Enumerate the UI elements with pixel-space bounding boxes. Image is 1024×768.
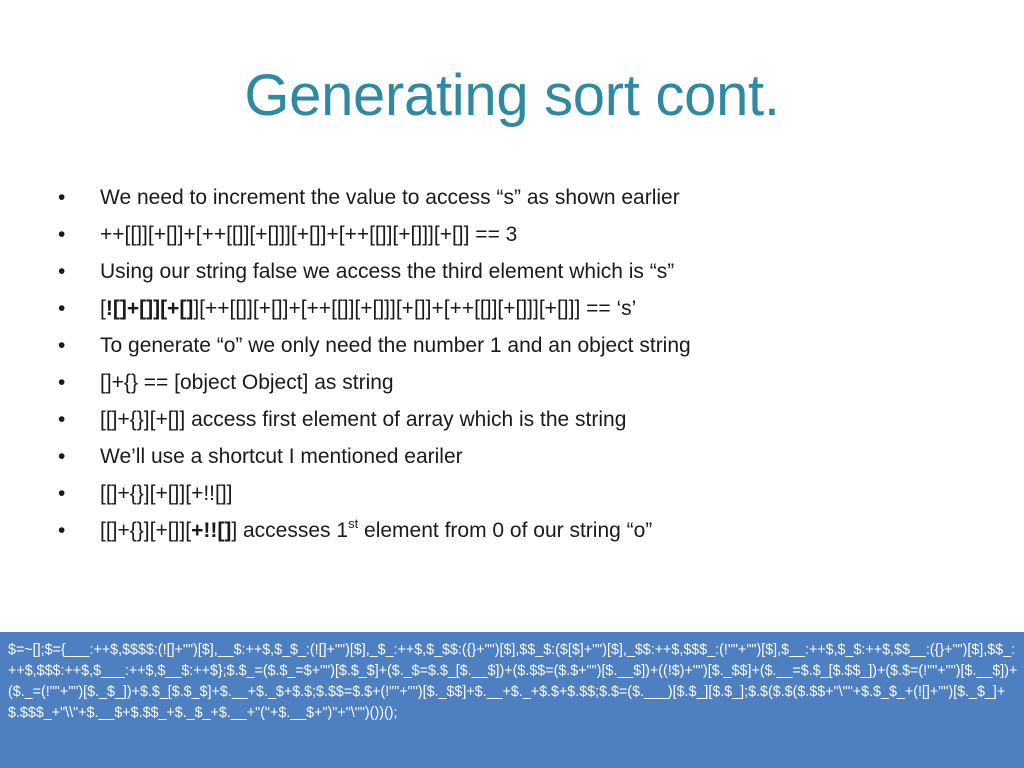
bullet-text-rest: ][++[[]][+[]]+[++[[]][+[]]][+[]]+[++[[]][+[]]][+[]]] == ‘s’ xyxy=(193,297,637,320)
bullet-dot: • xyxy=(58,408,66,431)
bullet-text: ++[[]][+[]]+[++[[]][+[]]][+[]]+[++[[]][+[]]][+[]] == 3 xyxy=(100,223,518,246)
bullet-list xyxy=(56,184,986,554)
bullet-item xyxy=(56,221,986,258)
bullet-dot: • xyxy=(58,297,66,320)
bullet-text-bold: ![]+[]][+[] xyxy=(105,297,194,320)
bullet-dot: • xyxy=(58,519,66,542)
bullet-item xyxy=(56,443,986,480)
bullet-item xyxy=(56,369,986,406)
bullet-text-mid: ] accesses 1 xyxy=(231,519,349,542)
bullet-dot: • xyxy=(58,186,66,209)
bullet-text: [[]+{}][+[]][+!![]] xyxy=(100,482,233,505)
bullet-dot: • xyxy=(58,334,66,357)
bullet-text-bold: +!![] xyxy=(191,519,232,542)
obfuscated-code-box: $=~[];$={___:++$,$$$$:(![]+"")[$],__$:++$,$_$_:(![]+"")[$],_$_:++$,$_$$:({}+"")[$],$$_$:($[$]+"")[$],_$$:++$,$$$_:(!""+"")[$],$__:++$,$_$:++$,$$__:({}+"")[$],$$_:++$,$$$:++$,$___:++$,$__$:++$};$.$_=($.$_=$+"")[$.$_$]+($._$=$.$_[$.__$])+($.$$=($.$+"")[$.__$])+((!$)+"")[$._$$]+($.__=$.$_[$.$$_])+($.$=(!""+"")[$.__$])+($._=(!""+"")[$._$_])+$.$_[$.$_$]+$.__+$._$+$.$;$.$$=$.$+(!""+"")[$._$$]+$.__+$._+$.$+$.$$;$.$=($.___)[$.$_][$.$_];$.$($.$($.$$+"\""+$.$_$_+(![]+"")[$._$_]+$.$$$_+"\\"+$.__$+$.$$_+$._$_+$.__+"("+$.__$+")"+"\"")())(); xyxy=(0,632,1024,768)
bullet-text: [[]+{}][+[]] access first element of array which is the string xyxy=(100,408,627,431)
bullet-text: We need to increment the value to access “s” as shown earlier xyxy=(100,186,680,209)
bullet-item xyxy=(56,332,986,369)
slide-title: Generating sort cont. xyxy=(244,63,780,128)
bullet-text: To generate “o” we only need the number 1 and an object string xyxy=(100,334,691,357)
bullet-text: []+{} == [object Object] as string xyxy=(100,371,394,394)
bullet-item xyxy=(56,295,986,332)
bullet-text: Using our string false we access the third element which is “s” xyxy=(100,260,675,283)
bullet-item xyxy=(56,406,986,443)
bullet-text-post: element from 0 of our string “o” xyxy=(358,519,653,542)
bullet-dot: • xyxy=(58,223,66,246)
bullet-item xyxy=(56,184,986,221)
bullet-item xyxy=(56,258,986,295)
bullet-item xyxy=(56,480,986,517)
bullet-text: We’ll use a shortcut I mentioned eariler xyxy=(100,445,463,468)
bullet-dot: • xyxy=(58,482,66,505)
ordinal-suffix: st xyxy=(348,516,359,531)
bullet-dot: • xyxy=(58,260,66,283)
bullet-dot: • xyxy=(58,445,66,468)
bullet-item xyxy=(56,517,986,554)
bullet-text-open: [ xyxy=(100,297,106,320)
bullet-dot: • xyxy=(58,371,66,394)
bullet-text-pre: [[]+{}][+[]][ xyxy=(100,519,192,542)
